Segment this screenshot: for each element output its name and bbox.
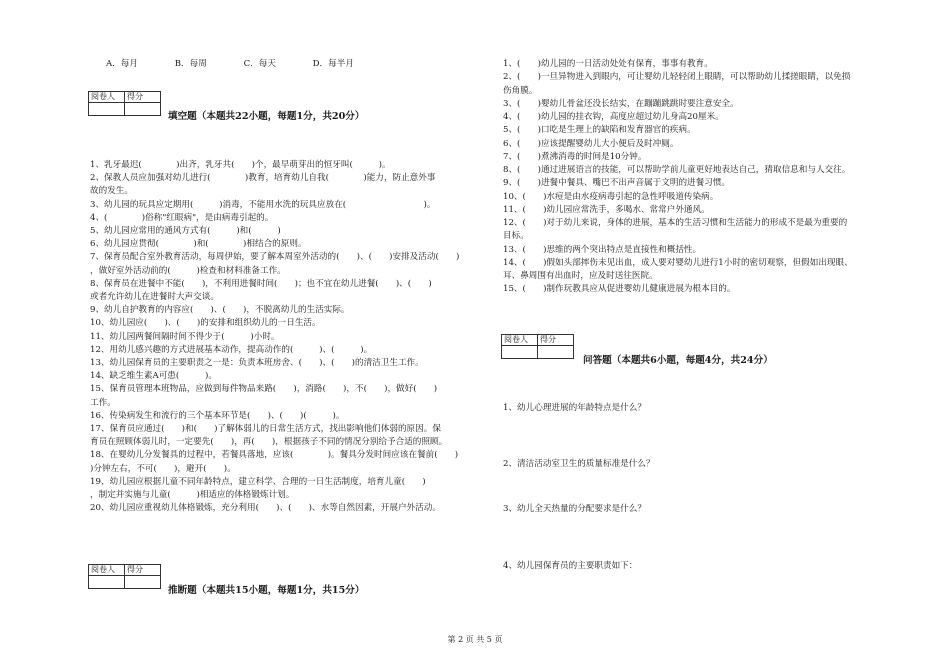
judge-line-5: 4、( )幼儿园的挂衣钩，高度应超过幼儿身高20厘米。 [503, 112, 724, 122]
fill-line-14: 11、幼儿园两餐间隔时间不得少于( )小时。 [90, 331, 280, 342]
fill-line-18: 15、保育员管理本班物品，应做到每件物品来路( )，消路( )，不( )，做好( ) [90, 384, 438, 395]
fill-line-17: 14、缺乏维生素A可患( )。 [90, 371, 217, 382]
judge-line-13: 12、( )对于幼儿来说，身体的进展，基本的生活习惯和生活能力的形成不是最为重要的 [503, 218, 848, 228]
score-box-label-score: 得分 [538, 335, 574, 346]
score-box-label-grader: 阅卷人 [89, 92, 125, 103]
fill-line-11: 或者允许幼儿在进餐时大声交谈。 [90, 292, 219, 302]
fill-line-6: 5、幼儿园应常用的通风方式有( )和( ) [90, 226, 281, 236]
judge-line-6: 5、( )口吃是生理上的缺陷和发育器官的疾病。 [503, 125, 696, 136]
judge-line-3: 伤角膜。 [503, 85, 538, 96]
judge-line-9: 8、( )通过进展语言的技能，可以帮助学前儿童更好地表达自己，猜取信息和与人交往。 [503, 165, 851, 175]
fill-line-2: 2、保教人员应加强对幼儿进行( )教育，培育幼儿自我( )能力，防止意外事 [90, 173, 436, 184]
fill-line-9: ，做好室外活动前的( )检查和材料准备工作。 [90, 265, 286, 276]
judge-line-1: 1、( )幼儿园的一日活动处处有保育，事事有教育。 [503, 59, 713, 69]
judge-line-8: 7、( )煮沸消毒的时间是10分钟。 [503, 151, 647, 162]
fill-line-5: 4、( )俗称"红眼病"，是由病毒引起的。 [90, 212, 274, 223]
options-line [106, 59, 388, 70]
qa-question-2: 2、清洁活动室卫生的质量标准是什么？ [503, 459, 655, 469]
judge-line-4: 3、( )婴幼儿骨盆还没长结实，在蹦蹦跳跳时要注意安全。 [503, 98, 739, 109]
qa-section-title: 问答题（本题共6小题，每题4分，共24分） [583, 355, 773, 366]
page-footer: 第 2 页 共 5 页 [447, 635, 503, 644]
fill-line-21: 17、保育员应通过( )和( )了解体弱儿的日常生活方式，找出影响他们体弱的原因。保 [90, 424, 441, 434]
option-d: D．每半月 [312, 59, 354, 69]
judge-line-10: 9、( )进餐中餐具、嘴巴不出声音属于文明的进餐习惯。 [503, 178, 731, 189]
judge-line-12: 11、( )幼儿园应常洗手，多喝水、常常户外通风。 [503, 204, 710, 215]
option-b: B．每周 [174, 59, 207, 69]
score-box-fill [88, 91, 161, 116]
option-a: A．每月 [106, 59, 138, 69]
qa-question-1: 1、幼儿心理进展的年龄特点是什么？ [503, 403, 646, 413]
judge-line-15: 13、( )思维的两个突出特点是直接性和概括性。 [503, 244, 702, 255]
fill-line-15: 12、用幼儿感兴趣的方式进展基本动作，提高动作的( )、( )。 [90, 344, 373, 355]
judge-line-2: 2、( )一旦异物进入到眼内，可让婴幼儿轻轻闭上眼睛，可以帮助幼儿揉搓眼睛，以免损 [503, 72, 851, 83]
score-box-label-score: 得分 [125, 92, 161, 103]
option-c: C．每天 [243, 59, 276, 69]
fill-line-23: 18、在婴幼儿分发餐具的过程中，若餐具落地，应该( )。餐具分发时间应该在餐前( ) [90, 450, 459, 461]
score-box-label-score: 得分 [125, 565, 161, 576]
fill-line-1: 1、乳牙最迟( )出齐，乳牙共( )个，最早萌芽出的恒牙叫( )。 [90, 160, 391, 170]
fill-line-13: 10、幼儿园应( )、( )的安排和组织幼儿的一日生活。 [90, 318, 321, 329]
fill-line-3: 故的发生。 [90, 186, 133, 197]
score-box-label-grader: 阅卷人 [502, 335, 538, 346]
judge-line-14: 目标。 [503, 231, 529, 242]
fill-line-10: 8、保育员在进餐中不能( )，不利用进餐时间( )；也不宜在幼儿进餐( )、( ) [90, 278, 432, 289]
fill-line-25: 19、幼儿园应根据儿童不同年龄特点，建立科学、合理的一日生活制度，培育儿童( ) [90, 476, 426, 487]
fill-section-title: 填空题（本题共22小题，每题1分，共20分） [168, 111, 365, 122]
judge-line-11: 10、( )水痘是由水疫病毒引起的急性呼吸道传染病。 [503, 191, 719, 202]
judge-line-18: 15、( )制作玩教具应从促进婴幼儿健康进展为根本目的。 [503, 284, 736, 295]
score-box-qa [501, 334, 574, 359]
fill-line-22: 育员在照顾体弱儿时，一定要先( )，再( )，根据孩子不同的情况分别给予合适的照顾。 [90, 437, 448, 448]
fill-line-24: )分钟左右，不可( )，避开( )。 [90, 463, 236, 474]
judge-section-title: 推断题（本题共15小题，每题1分，共15分） [168, 585, 365, 596]
score-box-judge [88, 564, 161, 589]
judge-line-17: 耳、鼻周围有出血时，应及时送往医院。 [503, 271, 658, 281]
qa-question-3: 3、幼儿全天热量的分配要求是什么？ [503, 504, 646, 514]
fill-line-7: 6、幼儿园应贯彻( )和( )相结合的原则。 [90, 239, 307, 250]
fill-line-27: 20、幼儿园应重视幼儿体格锻炼，充分利用( )、( )、水等自然因素，开展户外活动。 [90, 503, 441, 514]
score-box-label-grader: 阅卷人 [89, 565, 125, 576]
fill-line-20: 16、传染病发生和流行的三个基本环节是( )、( )( )。 [90, 410, 345, 421]
fill-line-16: 13、幼儿园保育员的主要职责之一是：负责本班房舍、( )、( )的清洁卫生工作。 [90, 358, 424, 368]
fill-line-12: 9、幼儿自护教育的内容应( )、( )，不脱离幼儿的生活实际。 [90, 305, 350, 316]
judge-line-7: 6、( )应该提醒婴幼儿大小便后及时冲厕。 [503, 138, 679, 149]
fill-line-19: 工作。 [90, 397, 116, 408]
judge-line-16: 14、( )假如头部摔伤未见出血，成人要对婴幼儿进行1小时的密切观察，但假如出现眼、 [503, 257, 853, 268]
fill-line-4: 3、幼儿园的玩具应定期用( )消毒，不能用水洗的玩具应放在( )。 [90, 199, 436, 210]
fill-line-26: ，制定并实施与儿童( )相适应的体格锻炼计划。 [90, 490, 295, 500]
qa-question-4: 4、幼儿园保育员的主要职责如下： [503, 561, 638, 571]
fill-line-8: 7、保育员配合室外教育活动，每周伊始，要了解本周室外活动的( )、( )安排及活动( ) [90, 252, 460, 263]
